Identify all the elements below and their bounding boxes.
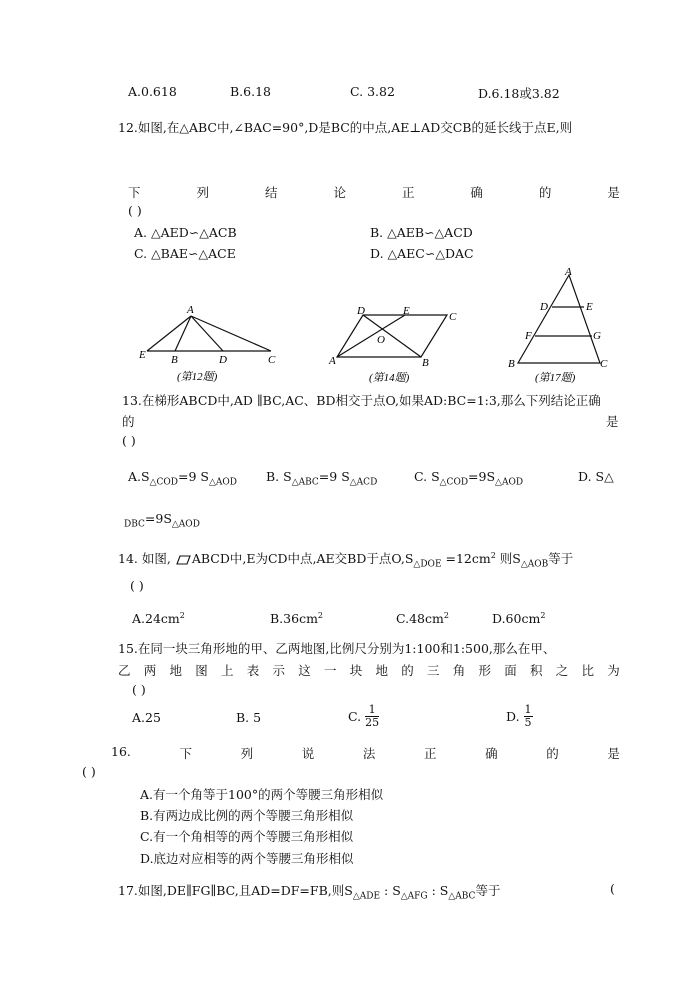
q15-opt-d-fraction xyxy=(524,704,533,729)
fig17-label: F xyxy=(525,330,532,342)
q13-answer-paren: ( ) xyxy=(122,433,136,448)
figure-12 xyxy=(135,300,285,385)
q12-stem: 12.如图,在△ABC中,∠BAC=90°,D是BC的中点,AE⊥AD交CB的延长线于点E,则 xyxy=(118,120,573,135)
q15-spread-char: 面 xyxy=(504,663,517,678)
q12-option-d: D. △AEC∽△DAC xyxy=(370,246,474,261)
q13-option-d-continued xyxy=(124,511,200,530)
q16-spread-char: 法 xyxy=(362,746,376,761)
q12-answer-paren: ( ) xyxy=(128,203,142,218)
q15-spread-char: 上 xyxy=(221,663,234,678)
q15-answer-paren: ( ) xyxy=(132,682,146,697)
q15-option-c xyxy=(348,704,379,729)
q15-spread-char: 三 xyxy=(427,663,440,678)
q13-opt-d-mid: =9S xyxy=(144,511,172,526)
q17-stem-text: : S xyxy=(380,883,401,898)
fig17-caption: (第17题) xyxy=(535,372,576,384)
q13-opt-b-sub2: △ACD xyxy=(349,477,378,488)
q13-line2-left: 的 xyxy=(122,414,135,429)
q11-option-a: A.0.618 xyxy=(128,84,177,99)
q15-option-b: B. 5 xyxy=(236,710,262,725)
q14-opt-label: C.48cm xyxy=(396,611,444,627)
fig14-label: C xyxy=(449,311,457,323)
q14-stem-text: 14. 如图, xyxy=(118,551,171,566)
q16-option-c: C.有一个角相等的两个等腰三角形相似 xyxy=(140,829,354,844)
q17-stem-sub: △ABC xyxy=(448,891,476,902)
q13-opt-b-text: B. S xyxy=(266,469,292,484)
q16-spread-char: 下 xyxy=(179,746,193,761)
q14-stem-sub: △AOB xyxy=(520,559,549,570)
q12-spread-char: 结 xyxy=(264,185,278,200)
q12-spread-char: 正 xyxy=(401,185,415,200)
q15-spread-char: 为 xyxy=(607,663,620,678)
q14-option-a xyxy=(132,611,185,626)
q15-stem-spread xyxy=(118,661,620,679)
q17-stem-text: : S xyxy=(427,883,449,898)
q12-spread-char: 下 xyxy=(128,185,141,200)
q16-spread-char: 正 xyxy=(424,746,437,761)
q14-stem xyxy=(118,549,573,570)
q14-stem-text: 等于 xyxy=(548,551,574,566)
fig12-label: C xyxy=(268,354,276,366)
parallelogram-icon xyxy=(176,555,191,565)
q14-stem-sup: 2 xyxy=(490,550,496,560)
q11-option-d: D.6.18或3.82 xyxy=(478,86,560,101)
q16-option-b: B.有两边成比例的两个等腰三角形相似 xyxy=(140,808,354,823)
q14-stem-text: 则S xyxy=(495,551,521,566)
fig17-label: B xyxy=(508,358,515,370)
q13-opt-c-sub2: △AOD xyxy=(495,477,524,488)
q15-spread-char: 地 xyxy=(375,663,389,678)
q15-spread-char: 比 xyxy=(581,663,595,678)
q14-opt-sup: 2 xyxy=(443,611,449,620)
q13-line2-right: 是 xyxy=(606,414,619,429)
q17-stem xyxy=(118,881,500,902)
q16-spread-char: 说 xyxy=(301,746,315,761)
q14-opt-sup: 2 xyxy=(540,611,546,620)
q15-spread-char: 这 xyxy=(298,663,311,678)
q14-answer-paren: ( ) xyxy=(130,578,144,593)
q16-stem-spread xyxy=(111,744,620,762)
q15-spread-char: 角 xyxy=(452,663,466,678)
q11-option-c: C. 3.82 xyxy=(350,84,395,99)
q17-stem-sub: △AFG xyxy=(400,891,428,902)
q13-option-c xyxy=(414,469,523,488)
q13-opt-c-mid: =9S xyxy=(468,469,496,484)
q13-option-a xyxy=(128,469,237,488)
fig17-label: C xyxy=(600,358,608,370)
q15-spread-char: 块 xyxy=(349,663,363,678)
fig12-label: B xyxy=(171,354,178,366)
q13-opt-b-sub: △ABC xyxy=(291,477,319,488)
q16-answer-paren: ( ) xyxy=(82,764,96,779)
q12-stem-spread xyxy=(128,183,620,201)
fig17-label: A xyxy=(565,266,572,278)
q12-spread-char: 是 xyxy=(607,185,620,200)
fig17-label: D xyxy=(540,301,548,313)
q15-spread-char: 一 xyxy=(324,663,337,678)
q17-stem-text: 17.如图,DE∥FG∥BC,且AD=DF=FB,则S xyxy=(118,883,353,898)
q17-stem-text: 等于 xyxy=(475,883,501,898)
q14-opt-sup: 2 xyxy=(317,611,324,620)
q12-spread-char: 确 xyxy=(470,185,483,200)
q15-spread-char: 形 xyxy=(478,663,492,678)
q15-spread-char: 积 xyxy=(530,663,543,678)
q12-option-a: A. △AED∽△ACB xyxy=(134,225,237,240)
fraction-denominator: 25 xyxy=(365,716,380,729)
q13-stem: 13.在梯形ABCD中,AD ∥BC,AC、BD相交于点O,如果AD:BC=1:3,那么下列结论正确 xyxy=(122,393,601,408)
q13-opt-c-text: C. S xyxy=(414,469,440,484)
q13-opt-a-sub2: △AOD xyxy=(208,477,237,488)
q11-option-b: B.6.18 xyxy=(230,84,271,99)
fraction-numerator: 1 xyxy=(524,703,532,716)
q15-opt-c-label: C. xyxy=(348,709,362,724)
q13-opt-a-mid: =9 S xyxy=(177,469,209,484)
q15-spread-char: 两 xyxy=(143,663,157,678)
q12-spread-char: 的 xyxy=(538,185,552,200)
q13-option-d: D. S△ xyxy=(578,469,614,484)
q14-opt-label: D.60cm xyxy=(492,611,541,627)
q12-spread-char: 列 xyxy=(196,185,209,200)
q12-option-b: B. △AEB∽△ACD xyxy=(370,225,473,240)
fig17-label: G xyxy=(593,330,601,342)
q15-spread-char: 表 xyxy=(246,663,260,678)
q13-opt-d-sub: DBC xyxy=(124,519,145,530)
q16-option-a: A.有一个角等于100°的两个等腰三角形相似 xyxy=(140,787,384,802)
q16-spread-char: 确 xyxy=(485,746,498,761)
q15-spread-char: 的 xyxy=(401,663,414,678)
q12-spread-char: 论 xyxy=(333,185,346,200)
q16-option-d: D.底边对应相等的两个等腰三角形相似 xyxy=(140,851,354,866)
q14-option-c xyxy=(396,611,449,626)
q16-spread-char: 是 xyxy=(607,746,620,761)
q13-opt-d-sub2: △AOD xyxy=(171,519,200,530)
q15-opt-d-label: D. xyxy=(506,709,520,724)
fig14-caption: (第14题) xyxy=(369,372,410,384)
q16-spread-char: 16. xyxy=(111,744,131,759)
fig14-label: A xyxy=(329,355,336,367)
fig14-label: O xyxy=(377,334,385,346)
fig17-label: E xyxy=(586,301,593,313)
fig12-label: D xyxy=(219,354,227,366)
q15-spread-char: 乙 xyxy=(118,663,131,678)
q14-opt-label: B.36cm xyxy=(270,611,318,627)
fig14-label: E xyxy=(403,305,410,317)
q16-spread-char: 的 xyxy=(546,746,559,761)
q14-stem-text: =12cm xyxy=(441,551,491,566)
q17-stem-sub: △ADE xyxy=(352,891,381,902)
q14-stem-sub: △DOE xyxy=(413,559,442,570)
figure-14 xyxy=(323,303,463,385)
fraction-numerator: 1 xyxy=(365,704,379,717)
q15-option-a: A.25 xyxy=(132,710,161,725)
q15-spread-char: 示 xyxy=(272,663,286,678)
fig14-label: B xyxy=(422,357,429,369)
figure-17 xyxy=(505,265,610,385)
q14-option-d xyxy=(492,611,545,626)
q16-spread-char: 列 xyxy=(240,746,254,761)
q13-opt-a-text: A.S xyxy=(128,469,150,484)
q15-spread-char: 之 xyxy=(555,663,569,678)
q13-option-b xyxy=(266,469,377,488)
q17-answer-paren: ( xyxy=(610,881,615,896)
q13-opt-a-sub: △COD xyxy=(149,477,178,488)
fig12-label: A xyxy=(187,304,194,316)
q15-spread-char: 图 xyxy=(195,663,208,678)
q14-opt-label: A.24cm xyxy=(132,611,180,627)
q15-stem: 15.在同一块三角形地的甲、乙两地图,比例尺分别为1:100和1:500,那么在甲、 xyxy=(118,641,556,656)
fraction-denominator: 5 xyxy=(524,716,532,729)
fig12-label: E xyxy=(139,349,146,361)
q12-option-c: C. △BAE∽△ACE xyxy=(134,246,236,261)
q15-opt-c-fraction xyxy=(365,704,379,729)
q14-opt-sup: 2 xyxy=(179,611,185,620)
fig12-caption: (第12题) xyxy=(177,371,218,383)
q14-option-b xyxy=(270,611,323,626)
q14-stem-text: ABCD中,E为CD中点,AE交BD于点O,S xyxy=(191,551,414,566)
fig14-label: D xyxy=(357,305,365,317)
q15-spread-char: 地 xyxy=(169,663,183,678)
q13-opt-b-mid: =9 S xyxy=(318,469,350,484)
q15-option-d xyxy=(506,704,533,729)
q13-opt-c-sub: △COD xyxy=(439,477,469,488)
